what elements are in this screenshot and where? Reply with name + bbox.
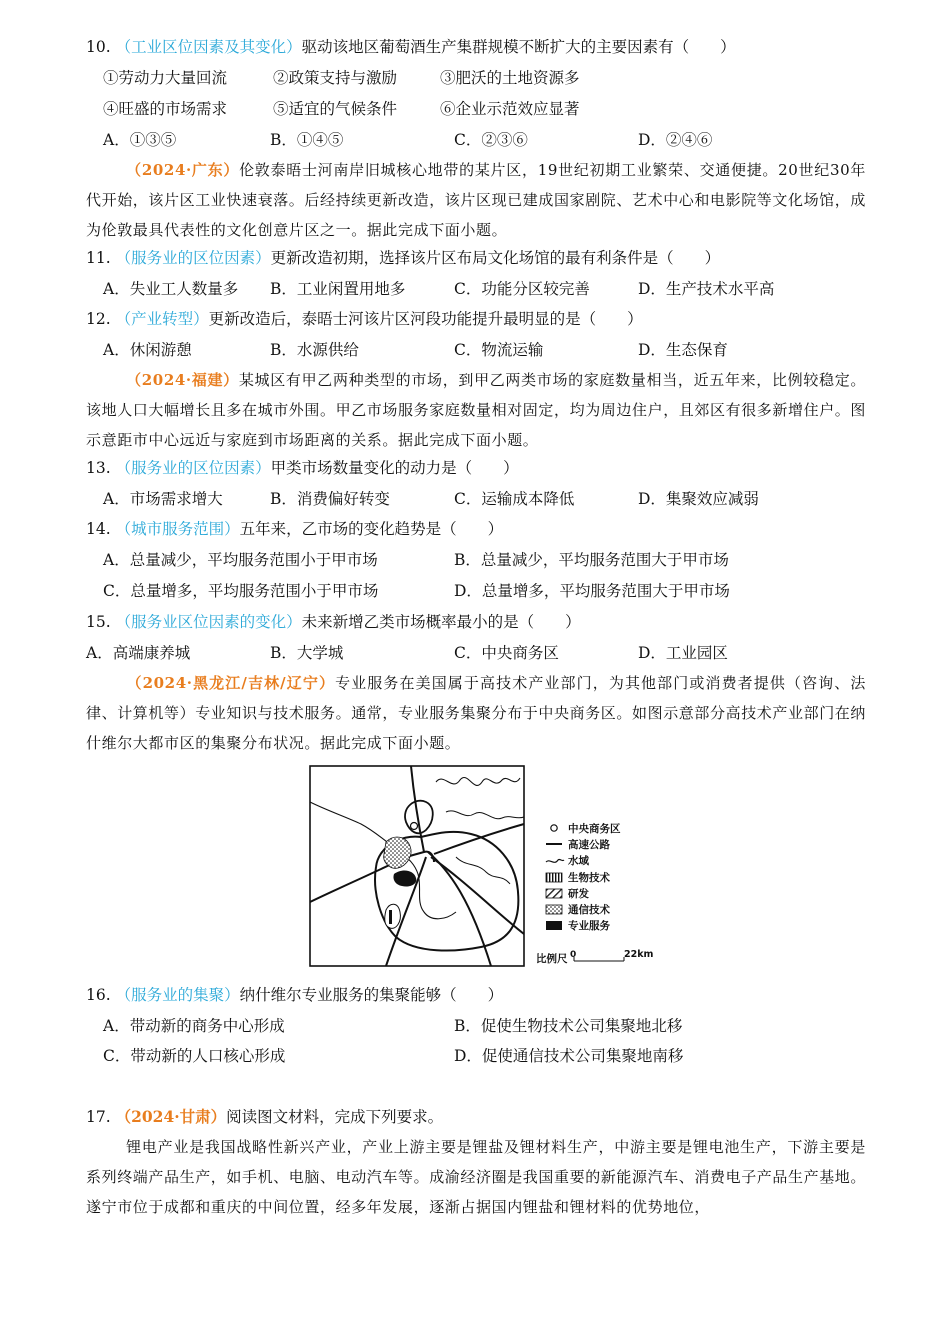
option-d[interactable]: D．②④⑥ — [638, 131, 713, 149]
source-tag: （2024·福建） — [126, 371, 239, 389]
passage-text: 伦敦泰晤士河南岸旧城核心地带的某片区，19世纪初期工业繁荣、交通便捷。20世纪30年代开始，该片区工业快速衰落。后经持续更新改造，该片区现已建成国家剧院、艺术中心和电影院等文化场馆，成为伦敦最具代表性的文化创意片区之一。据此完成下面小题。 — [86, 161, 867, 239]
option-c[interactable]: C．运输成本降低 — [454, 490, 575, 508]
nashville-map — [306, 762, 656, 972]
option-a[interactable]: A．休闲游憩 — [103, 341, 192, 359]
legend-services: 专业服务 — [568, 920, 610, 932]
question-15 — [86, 611, 866, 633]
statement-item: ③肥沃的土地资源多 — [440, 69, 580, 87]
scale-value: 22km — [624, 949, 654, 960]
topic-tag: （服务业的区位因素） — [115, 249, 271, 267]
option-d[interactable]: D．总量增多，平均服务范围大于甲市场 — [454, 582, 730, 600]
source-tag: （2024·广东） — [126, 161, 240, 179]
passage-text: 锂电产业是我国战略性新兴产业，产业上游主要是锂盐及锂材料生产，中游主要是锂电池生产，下游主要是系列终端产品生产，如手机、电脑、电动汽车等。成渝经济圈是我国重要的新能源汽车、消费电子产品生产基地。遂宁市位于成都和重庆的中间位置，经多年发展，逐渐占据国内锂盐和锂材料的优势地位， — [86, 1138, 867, 1216]
legend-cbd-icon — [551, 825, 557, 831]
statement-item: ④旺盛的市场需求 — [103, 100, 228, 118]
source-tag: （2024·黑龙江/吉林/辽宁） — [126, 674, 336, 692]
option-b[interactable]: B．①④⑤ — [270, 131, 344, 149]
question-stem: 阅读图文材料，完成下列要求。 — [226, 1108, 444, 1126]
statement-item: ②政策支持与激励 — [273, 69, 398, 87]
scale-label: 比例尺 — [536, 953, 568, 965]
option-b[interactable]: B．大学城 — [270, 644, 344, 662]
topic-tag: （服务业的区位因素） — [115, 459, 271, 477]
option-b[interactable]: B．水源供给 — [270, 341, 359, 359]
question-number: 16. — [86, 986, 111, 1004]
question-10 — [86, 36, 866, 58]
question-number: 17. — [86, 1108, 111, 1126]
legend-highway: 高速公路 — [568, 839, 610, 851]
map-legend — [536, 822, 654, 965]
question-stem: 未来新增乙类市场概率最小的是（ ） — [301, 613, 581, 631]
question-stem: 更新改造初期，选择该片区布局文化场馆的最有利条件是（ ） — [270, 249, 721, 267]
legend-telecom: 通信技术 — [568, 904, 610, 916]
option-b[interactable]: B．总量减少，平均服务范围大于甲市场 — [454, 551, 729, 569]
question-number: 15. — [86, 613, 111, 631]
topic-tag: （工业区位因素及其变化） — [115, 38, 302, 56]
option-b[interactable]: B．工业闲置用地多 — [270, 280, 406, 298]
passage-q17 — [86, 1132, 866, 1222]
question-17 — [86, 1106, 866, 1128]
passage-fujian — [86, 365, 866, 455]
passage-text: 某城区有甲乙两种类型的市场，到甲乙两类市场的家庭数量相当，近五年来，比例较稳定。该地人口大幅增长且多在城市外围。甲乙市场服务家庭数量相对固定，均为周边住户，且郊区有很多新增住户。图示意距市中心远近与家庭到市场距离的关系。据此完成下面小题。 — [86, 371, 867, 449]
option-a[interactable]: A．失业工人数量多 — [103, 280, 239, 298]
legend-rd-icon — [546, 889, 562, 898]
question-14 — [86, 518, 866, 540]
cbd-marker — [411, 823, 418, 830]
map-frame — [310, 766, 524, 966]
legend-biotech-icon — [546, 873, 562, 882]
statement-item: ⑤适宜的气候条件 — [273, 100, 398, 118]
scale-zero: 0 — [570, 950, 577, 960]
question-12 — [86, 308, 866, 330]
statement-item: ①劳动力大量回流 — [103, 69, 228, 87]
question-stem: 甲类市场数量变化的动力是（ ） — [270, 459, 519, 477]
passage-guangdong — [86, 155, 866, 245]
option-c[interactable]: C．功能分区较完善 — [454, 280, 590, 298]
option-c[interactable]: C．总量增多，平均服务范围小于甲市场 — [103, 582, 379, 600]
option-b[interactable]: B．消费偏好转变 — [270, 490, 390, 508]
statement-item: ⑥企业示范效应显著 — [440, 100, 580, 118]
cluster-outline — [385, 904, 401, 928]
question-stem: 五年来，乙市场的变化趋势是（ ） — [239, 520, 504, 538]
legend-services-icon — [546, 921, 562, 930]
option-a[interactable]: A．高端康养城 — [86, 644, 191, 662]
question-number: 10. — [86, 38, 111, 56]
question-16 — [86, 984, 866, 1006]
legend-cbd: 中央商务区 — [568, 823, 621, 835]
legend-telecom-icon — [546, 905, 562, 914]
question-stem: 更新改造后，泰晤士河该片区河段功能提升最明显的是（ ） — [208, 310, 643, 328]
question-13 — [86, 457, 866, 479]
question-stem: 纳什维尔专业服务的集聚能够（ ） — [239, 986, 504, 1004]
option-d[interactable]: D．生态保育 — [638, 341, 728, 359]
option-c[interactable]: C．中央商务区 — [454, 644, 559, 662]
question-number: 12. — [86, 310, 111, 328]
question-stem: 驱动该地区葡萄酒生产集群规模不断扩大的主要因素有（ ） — [301, 38, 736, 56]
option-a[interactable]: A．带动新的商务中心形成 — [103, 1017, 285, 1035]
legend-rd: 研发 — [568, 888, 589, 900]
option-c[interactable]: C．物流运输 — [454, 341, 544, 359]
legend-water-icon — [546, 859, 564, 862]
topic-tag: （产业转型） — [115, 310, 209, 328]
legend-biotech: 生物技术 — [568, 872, 610, 884]
question-11 — [86, 247, 866, 269]
option-c[interactable]: C．带动新的人口核心形成 — [103, 1047, 286, 1065]
question-number: 13. — [86, 459, 111, 477]
legend-water: 水域 — [568, 855, 589, 867]
option-a[interactable]: A．总量减少，平均服务范围小于甲市场 — [103, 551, 378, 569]
option-d[interactable]: D．促使通信技术公司集聚地南移 — [454, 1047, 684, 1065]
option-a[interactable]: A．市场需求增大 — [103, 490, 223, 508]
option-b[interactable]: B．促使生物技术公司集聚地北移 — [454, 1017, 683, 1035]
passage-northeast — [86, 668, 866, 758]
option-a[interactable]: A．①③⑤ — [103, 131, 177, 149]
option-c[interactable]: C．②③⑥ — [454, 131, 528, 149]
question-number: 11. — [86, 249, 111, 267]
cluster-mark — [389, 910, 392, 924]
option-d[interactable]: D．工业园区 — [638, 644, 728, 662]
topic-tag: （服务业区位因素的变化） — [115, 613, 302, 631]
source-tag: （2024·甘肃） — [115, 1107, 227, 1126]
topic-tag: （服务业的集聚） — [115, 986, 240, 1004]
option-d[interactable]: D．集聚效应减弱 — [638, 490, 759, 508]
option-d[interactable]: D．生产技术水平高 — [638, 280, 775, 298]
topic-tag: （城市服务范围） — [115, 520, 240, 538]
passage-text: 专业服务在美国属于高技术产业部门，为其他部门或消费者提供（咨询、法律、计算机等）专业知识与技术服务。通常，专业服务集聚分布于中央商务区。如图示意部分高技术产业部门在纳什维尔大都市区的集聚分布状况。据此完成下面小题。 — [86, 674, 867, 752]
question-number: 14. — [86, 520, 111, 538]
